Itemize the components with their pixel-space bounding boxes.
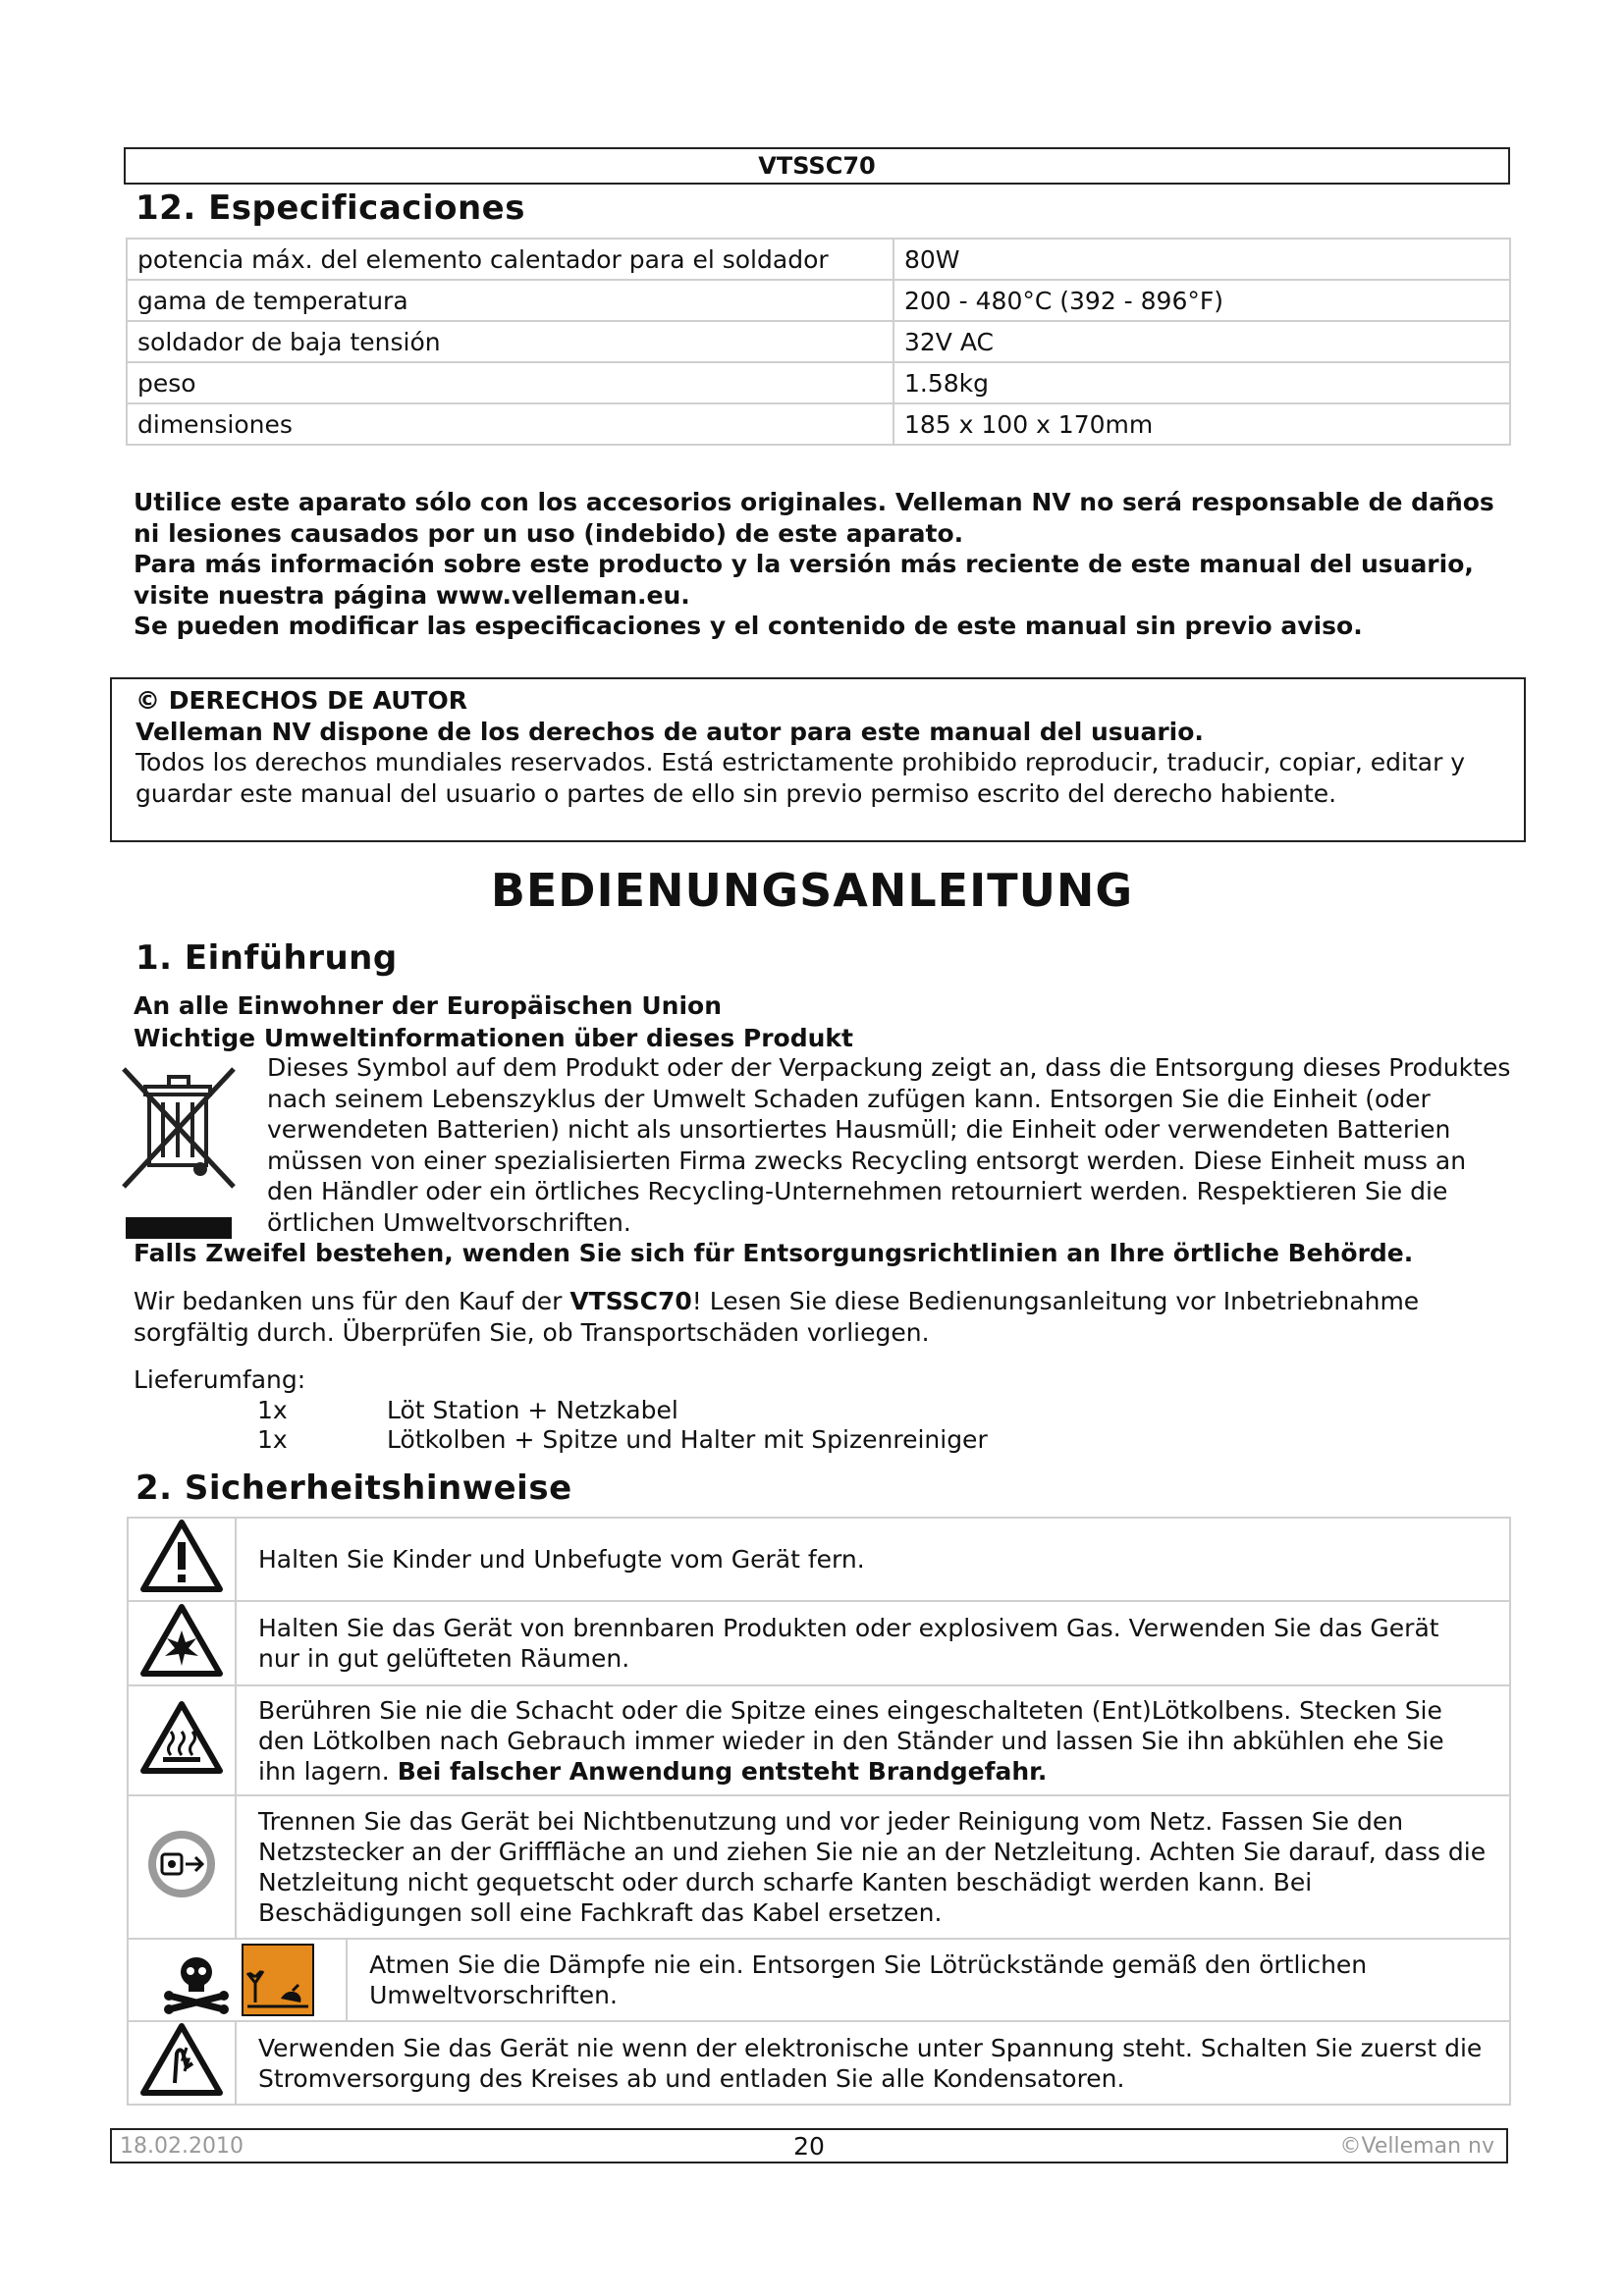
page-footer xyxy=(110,2128,1508,2163)
thanks-text-start: Wir bedanken uns für den Kauf der xyxy=(134,1287,570,1315)
scope-qty: 1x xyxy=(257,1425,288,1454)
separator-bar xyxy=(126,1217,232,1239)
spec-section-title: 12. Especificaciones xyxy=(135,188,525,228)
copyright-bold-line: Velleman NV dispone de los derechos de autor para este manual del usuario. xyxy=(135,717,1204,746)
safety-text: Halten Sie das Gerät von brennbaren Produkten oder explosivem Gas. Verwenden Sie das Gerät nur in gut gelüfteten Räumen. xyxy=(236,1601,1510,1685)
spec-change-note: Se pueden modificar las especificaciones y el contenido de este manual sin previo aviso. xyxy=(134,612,1363,640)
fire-hazard-warning: Bei falscher Anwendung entsteht Brandgefahr. xyxy=(397,1756,1048,1786)
environment-info-line: Wichtige Umweltinformationen über dieses Produkt xyxy=(134,1024,853,1052)
warning-triangle-icon xyxy=(139,1519,224,1593)
page-title: BEDIENUNGSANLEITUNG xyxy=(490,864,1134,917)
electric-shock-icon xyxy=(139,2022,224,2097)
table-row xyxy=(127,321,1510,362)
copyright-title: © DERECHOS DE AUTOR xyxy=(135,686,468,715)
explosive-warning-icon xyxy=(139,1603,224,1678)
table-row xyxy=(127,239,1510,280)
safety-icon-cell xyxy=(128,1685,236,1795)
safety-text: Halten Sie Kinder und Unbefugte vom Gerät fern. xyxy=(236,1518,1510,1601)
spec-value: 200 - 480°C (392 - 896°F) xyxy=(893,280,1510,321)
safety-text: Atmen Sie die Dämpfe nie ein. Entsorgen Sie Lötrückstände gemäß den örtlichen Umweltvorschriften. xyxy=(347,1939,1510,2021)
thanks-text-end: ! Lesen Sie diese Bedienungsanleitung vor Inbetriebnahme sorgfältig durch. Überprüfen Sie, ob Transportschäden vorliegen. xyxy=(134,1287,1420,1347)
table-row xyxy=(128,1795,1510,1939)
copyright-text: Todos los derechos mundiales reservados. Está estrictamente prohibido reproducir, traducir, copiar, editar y guardar este manual del usuario o partes de ello sin previo permiso escrito del derecho habiente. xyxy=(135,748,1466,808)
list-item xyxy=(257,1425,988,1454)
spec-value: 1.58kg xyxy=(893,362,1510,403)
safety-text-normal: Berühren Sie nie die Schacht oder die Spitze eines eingeschalteten (Ent)Lötkolbens. Stecken Sie den Lötkolben nach Gebrauch immer wieder in den Ständer und lassen Sie ihn abkühlen ehe Sie ihn lagern. xyxy=(258,1695,1444,1786)
safety-text: Verwenden Sie das Gerät nie wenn der elektronische unter Spannung steht. Schalten Sie zuerst die Stromversorgung des Kreises ab und entladen Sie alle Kondensatoren. xyxy=(236,2021,1510,2105)
table-row xyxy=(127,403,1510,445)
footer-date: 18.02.2010 xyxy=(120,2134,244,2159)
model-header: VTSSC70 xyxy=(124,147,1510,185)
spec-label: dimensiones xyxy=(127,403,893,445)
disposal-doubt-line: Falls Zweifel bestehen, wenden Sie sich für Entsorgungsrichtlinien an Ihre örtliche Behörde. xyxy=(134,1239,1414,1267)
safety-text: Trennen Sie das Gerät bei Nichtbenutzung und vor jeder Reinigung vom Netz. Fassen Sie den Netzstecker an der Grifffläche an und ziehen Sie nie an der Netzleitung. Achten Sie darauf, dass die Netzleitung nicht gequetscht oder durch scharfe Kanten beschädigt werden kann. Bei Beschädigungen soll eine Fachkraft das Kabel ersetzen. xyxy=(236,1795,1510,1939)
weee-notice-text: Dieses Symbol auf dem Produkt oder der Verpackung zeigt an, dass die Entsorgung dieses Produktes nach seinem Lebenszyklus der Umwelt Schaden zufügen kann. Entsorgen Sie die Einheit (oder verwendeten Batterien) nicht als unsortiertes Hausmüll; die Einheit oder verwendeten Batterien müssen von einer spezialisierten Firma zwecks Recycling entsorgt werden. Diese Einheit muss an den Händler oder ein örtliches Recycling-Unternehmen retourniert werden. Respektieren Sie die örtlichen Umweltvorschriften. xyxy=(267,1053,1511,1237)
intro-section-title: 1. Einführung xyxy=(135,938,398,978)
table-row xyxy=(128,1939,1510,2021)
safety-icon-cell xyxy=(128,1601,236,1685)
table-row xyxy=(128,1518,1510,1601)
crossed-bin-icon xyxy=(118,1065,242,1191)
safety-text xyxy=(236,1685,1510,1795)
spec-label: peso xyxy=(127,362,893,403)
hot-surface-icon xyxy=(139,1700,224,1775)
safety-icon-cell xyxy=(128,1518,236,1601)
spec-value: 32V AC xyxy=(893,321,1510,362)
copyright-box xyxy=(110,677,1526,842)
info-note: Para más información sobre este producto y la versión más reciente de este manual del usuario, visite nuestra página www.velleman.eu. xyxy=(134,550,1474,610)
page-number: 20 xyxy=(793,2132,825,2161)
scope-label: Lieferumfang: xyxy=(134,1365,306,1394)
spec-table xyxy=(126,238,1511,446)
table-row xyxy=(127,362,1510,403)
safety-section-title: 2. Sicherheitshinweise xyxy=(135,1468,572,1508)
usage-notes xyxy=(134,487,1508,642)
table-row xyxy=(128,1601,1510,1685)
spec-label: potencia máx. del elemento calentador para el soldador xyxy=(127,239,893,280)
scope-desc: Lötkolben + Spitze und Halter mit Spizenreiniger xyxy=(387,1425,988,1454)
unplug-icon xyxy=(144,1827,219,1901)
thanks-paragraph xyxy=(134,1286,1508,1349)
footer-copyright: ©Velleman nv xyxy=(1339,2134,1494,2159)
table-row xyxy=(128,2021,1510,2105)
spec-label: gama de temperatura xyxy=(127,280,893,321)
accessory-note: Utilice este aparato sólo con los accesorios originales. Velleman NV no será responsable de daños ni lesiones causados por un uso (indebido) de este aparato. xyxy=(134,488,1494,548)
list-item xyxy=(257,1396,678,1424)
environment-hazard-icon xyxy=(242,1944,314,2016)
thanks-model: VTSSC70 xyxy=(569,1287,692,1315)
toxic-skull-icon xyxy=(161,1945,232,2015)
scope-qty: 1x xyxy=(257,1396,288,1424)
spec-label: soldador de baja tensión xyxy=(127,321,893,362)
safety-icon-cell xyxy=(128,2021,236,2105)
table-row xyxy=(128,1685,1510,1795)
scope-desc: Löt Station + Netzkabel xyxy=(387,1396,678,1424)
spec-value: 185 x 100 x 170mm xyxy=(893,403,1510,445)
safety-icon-cell xyxy=(128,1795,236,1939)
table-row xyxy=(127,280,1510,321)
safety-table xyxy=(127,1517,1511,2106)
spec-value: 80W xyxy=(893,239,1510,280)
eu-residents-line: An alle Einwohner der Europäischen Union xyxy=(134,991,723,1020)
safety-icon-cell xyxy=(128,1939,347,2021)
